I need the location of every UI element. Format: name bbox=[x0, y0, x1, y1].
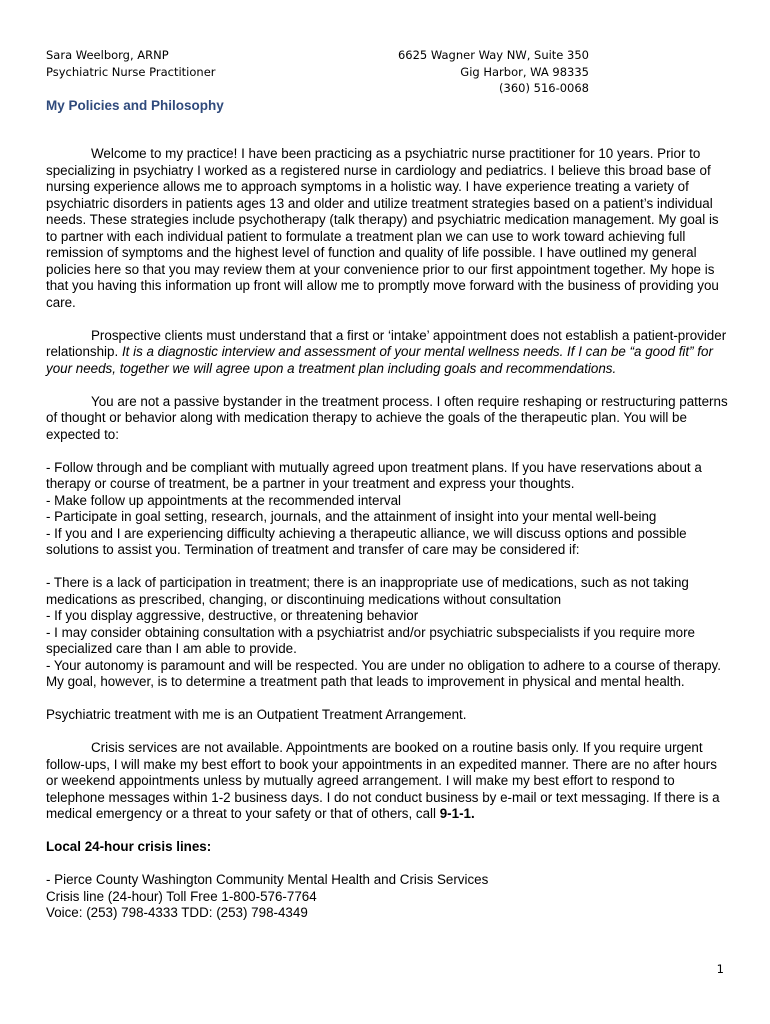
practitioner-role: Psychiatric Nurse Practitioner bbox=[46, 64, 216, 79]
page-title: My Policies and Philosophy bbox=[46, 98, 224, 113]
prospective-text: Prospective clients must understand that a first or ‘intake’ appointment does not establish a patient-provider relationship. bbox=[46, 327, 727, 359]
termination-list bbox=[46, 575, 728, 691]
list-item: - Your autonomy is paramount and will be respected. You are under no obligation to adhere to a course of therapy. My goal, however, is to determine a treatment path that leads to improvement in physical and mental health. bbox=[46, 657, 721, 689]
crisis-tollfree: Crisis line (24-hour) Toll Free 1-800-576-7764 bbox=[46, 888, 317, 904]
expectations-list bbox=[46, 460, 728, 559]
city-state-zip: Gig Harbor, WA 98335 bbox=[460, 64, 589, 79]
office-phone: (360) 516-0068 bbox=[499, 81, 589, 95]
crisis-voice: Voice: (253) 798-4333 TDD: (253) 798-4349 bbox=[46, 905, 308, 920]
header-practitioner bbox=[46, 47, 216, 80]
crisis-text: Crisis services are not available. Appointments are booked on a routine basis only. If you require urgent follow-ups, I will make my best effort to book your appointments in an expedited manner. There are no after hours or weekend appointments unless by mutually agreed arrangement. I will make my best effort to respond to telephone messages within 1-2 business days. I do not conduct business by e-mail or text messaging. If there is a medical emergency or a threat to your safety or that of others, call bbox=[46, 740, 720, 821]
list-item: - There is a lack of participation in treatment; there is an inappropriate use of medications, such as not taking medications as prescribed, changing, or discontinuing medications without consultation bbox=[46, 575, 689, 607]
list-item: - I may consider obtaining consultation with a psychiatrist and/or psychiatric subspecialists if you require more specialized care than I am able to provide. bbox=[46, 624, 696, 656]
document-body bbox=[46, 146, 728, 922]
practitioner-name: Sara Weelborg, ARNP bbox=[46, 48, 169, 62]
emergency-number: 9-1-1. bbox=[439, 806, 475, 821]
crisis-lines-info bbox=[46, 872, 728, 922]
prospective-paragraph bbox=[46, 328, 728, 378]
crisis-org: - Pierce County Washington Community Mental Health and Crisis Services bbox=[46, 872, 489, 887]
list-item: - Make follow up appointments at the recommended interval bbox=[46, 492, 402, 508]
crisis-lines-heading: Local 24-hour crisis lines: bbox=[46, 839, 212, 854]
list-item: - Participate in goal setting, research, journals, and the attainment of insight into your mental well-being bbox=[46, 509, 657, 524]
list-item: - If you display aggressive, destructive, or threatening behavior bbox=[46, 608, 419, 623]
list-item: - If you and I are experiencing difficulty achieving a therapeutic alliance, we will discuss options and possible solutions to assist you. Termination of treatment and transfer of care may be considered if: bbox=[46, 525, 687, 557]
list-item: - Follow through and be compliant with mutually agreed upon treatment plans. If you have reservations about a therapy or course of treatment, be a partner in your treatment and express your thoughts. bbox=[46, 459, 702, 491]
passive-paragraph: You are not a passive bystander in the treatment process. I often require reshaping or restructuring patterns of thought or behavior along with medication therapy to achieve the goals of the therapeutic plan. You will be expected to: bbox=[46, 393, 728, 442]
crisis-paragraph bbox=[46, 740, 728, 823]
intro-paragraph: Welcome to my practice! I have been practicing as a psychiatric nurse practitioner for 10 years. Prior to specializing in psychiatry I worked as a registered nurse in cardiology and pediatrics. I believe this broad base of nursing experience allows me to approach symptoms in a holistic way. I have experience treating a variety of psychiatric disorders in patients ages 13 and older and utilize treatment strategies based on a patient’s individual needs. These strategies include psychotherapy (talk therapy) and psychiatric medication management. My goal is to partner with each individual patient to formulate a treatment plan we can use to work toward achieving full remission of symptoms and the highest level of function and quality of life possible. I have outlined my general policies here so that you may review them at your convenience prior to our first appointment together. My hope is that you having this information up front will allow me to promptly move forward with the business of providing you care. bbox=[46, 146, 719, 310]
page-number: 1 bbox=[716, 962, 724, 976]
header-address bbox=[398, 47, 589, 97]
outpatient-statement: Psychiatric treatment with me is an Outpatient Treatment Arrangement. bbox=[46, 707, 467, 722]
street-address: 6625 Wagner Way NW, Suite 350 bbox=[397, 48, 589, 62]
prospective-italic-text: It is a diagnostic interview and assessment of your mental wellness needs. If I can be “a good fit” for your needs, together we will agree upon a treatment plan including goals and recommendations. bbox=[46, 344, 713, 376]
